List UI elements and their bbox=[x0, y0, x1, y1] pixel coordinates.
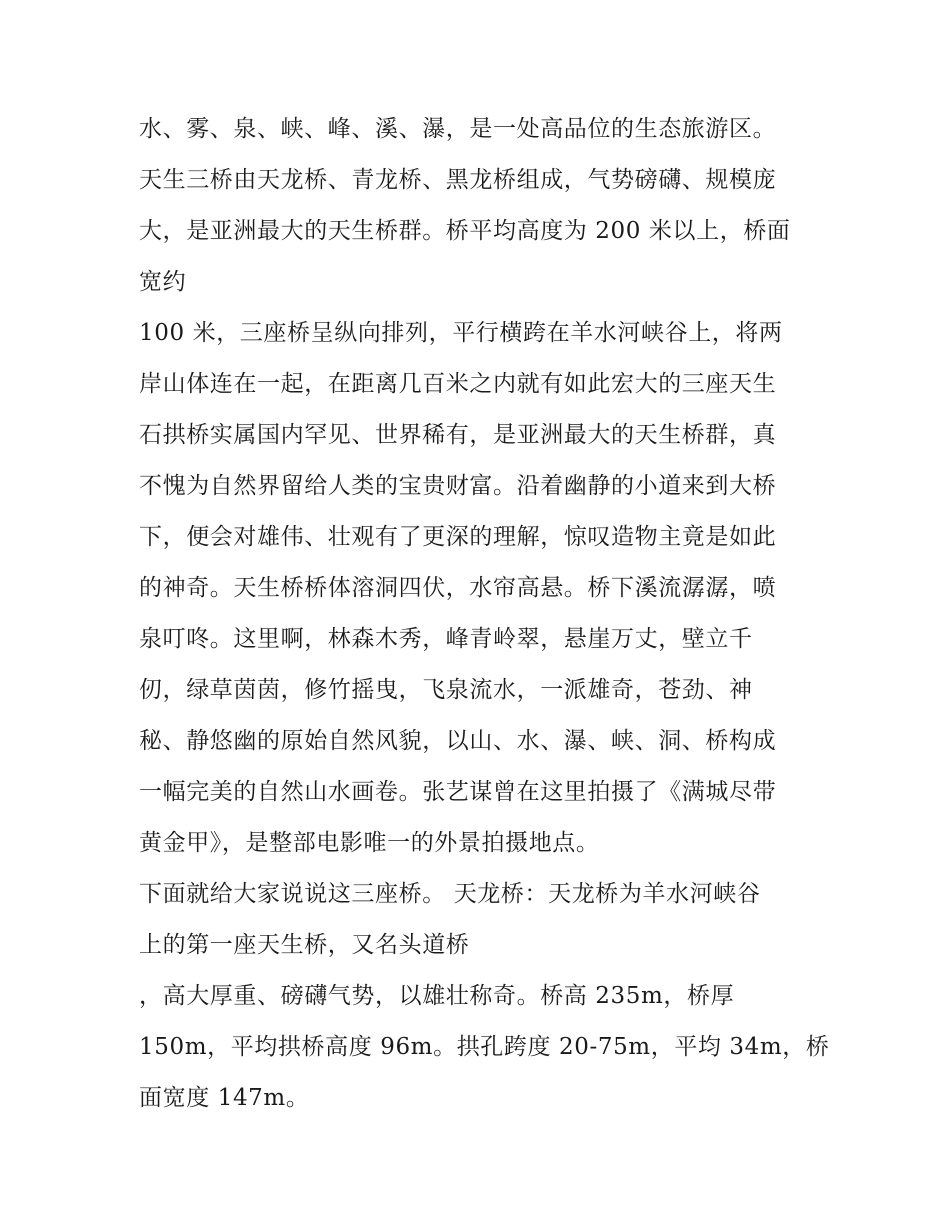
text-line: 面宽度 147m。 bbox=[139, 1085, 310, 1111]
body-text bbox=[139, 104, 830, 1124]
text-line: 石拱桥实属国内罕见、世界稀有，是亚洲最大的天生桥群，真 bbox=[139, 422, 777, 448]
text-line: 宽约 bbox=[139, 269, 187, 295]
text-line: 仞，绿草茵茵，修竹摇曳，飞泉流水，一派雄奇，苍劲、神 bbox=[139, 677, 753, 703]
text-line: 上的第一座天生桥，又名头道桥 bbox=[139, 932, 470, 958]
text-line: 一幅完美的自然山水画卷。张艺谋曾在这里拍摄了《满城尽带 bbox=[139, 779, 777, 805]
text-line: 的神奇。天生桥桥体溶洞四伏，水帘高悬。桥下溪流潺潺，喷 bbox=[139, 575, 777, 601]
text-line: 150m，平均拱桥高度 96m。拱孔跨度 20-75m，平均 34m，桥 bbox=[139, 1034, 830, 1060]
text-line: 黄金甲》，是整部电影唯一的外景拍摄地点。 bbox=[139, 830, 600, 856]
text-line: 泉叮咚。这里啊，林森木秀，峰青岭翠，悬崖万丈，壁立千 bbox=[139, 626, 753, 652]
text-line: 下面就给大家说说这三座桥。 天龙桥：天龙桥为羊水河峡谷 bbox=[139, 881, 761, 907]
text-line: 水、雾、泉、峡、峰、溪、瀑，是一处高品位的生态旅游区。 bbox=[139, 116, 777, 142]
text-line: 下，便会对雄伟、壮观有了更深的理解，惊叹造物主竟是如此 bbox=[139, 524, 777, 550]
text-line: 天生三桥由天龙桥、青龙桥、黑龙桥组成，气势磅礴、规模庞 bbox=[139, 167, 777, 193]
text-line: 岸山体连在一起，在距离几百米之内就有如此宏大的三座天生 bbox=[139, 371, 777, 397]
text-line: 不愧为自然界留给人类的宝贵财富。沿着幽静的小道来到大桥 bbox=[139, 473, 777, 499]
text-line: 秘、静悠幽的原始自然风貌，以山、水、瀑、峡、洞、桥构成 bbox=[139, 728, 777, 754]
text-line: ，高大厚重、磅礴气势，以雄壮称奇。桥高 235m，桥厚 bbox=[139, 983, 735, 1009]
text-line: 大，是亚洲最大的天生桥群。桥平均高度为 200 米以上，桥面 bbox=[139, 218, 791, 244]
text-line: 100 米，三座桥呈纵向排列，平行横跨在羊水河峡谷上，将两 bbox=[139, 320, 783, 346]
